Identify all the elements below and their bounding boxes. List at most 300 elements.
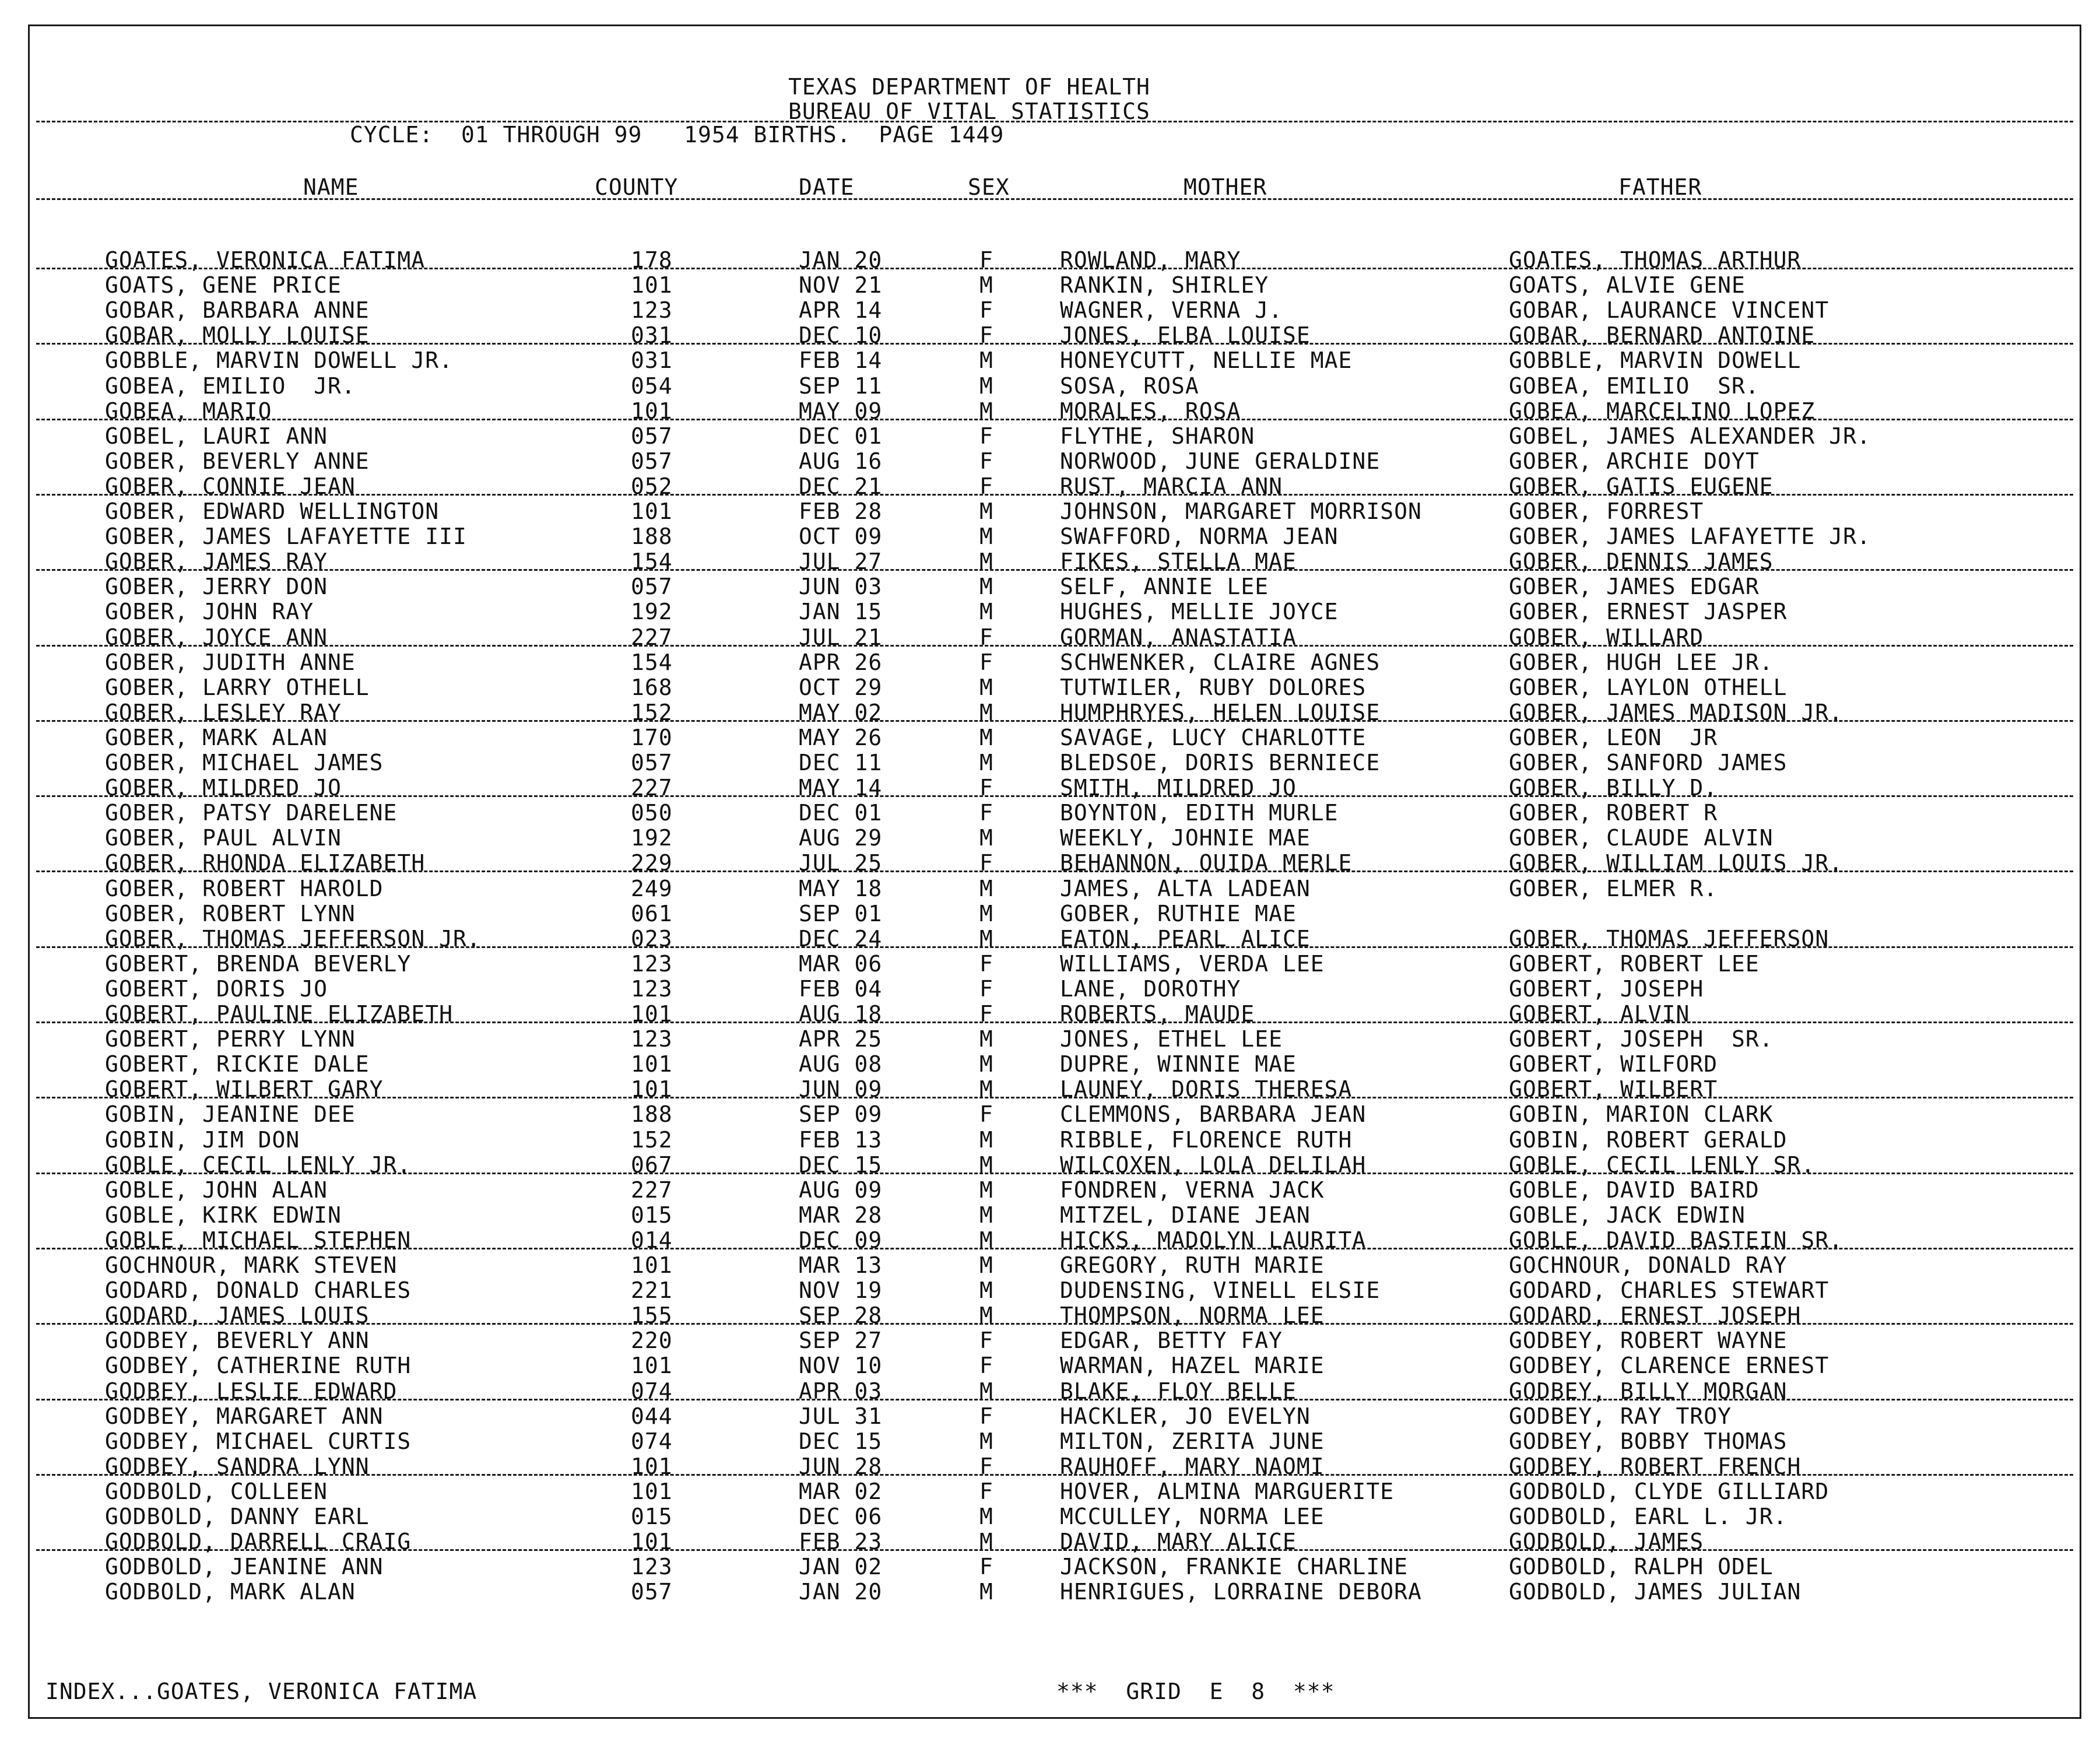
cell-county: 101 <box>631 1353 673 1379</box>
cell-mother: HICKS, MADOLYN LAURITA <box>1060 1227 1367 1253</box>
cell-county: 249 <box>631 875 673 901</box>
cell-mother: BOYNTON, EDITH MURLE <box>1060 800 1339 826</box>
cell-date: SEP 27 <box>799 1328 883 1354</box>
cell-sex: F <box>979 297 993 324</box>
column-header-date: DATE <box>799 174 855 200</box>
cell-date: AUG 08 <box>799 1051 883 1077</box>
cell-sex: M <box>979 1227 993 1253</box>
table-row <box>0 524 2100 549</box>
cell-mother: HOVER, ALMINA MARGUERITE <box>1060 1478 1395 1504</box>
cell-name: GOBER, MARK ALAN <box>105 724 328 750</box>
table-row <box>0 1579 2100 1605</box>
cell-sex: M <box>979 1252 993 1278</box>
cell-father: GOBER, WILLARD <box>1509 624 1704 650</box>
cell-county: 074 <box>631 1378 673 1404</box>
cell-county: 152 <box>631 699 673 725</box>
cell-county: 227 <box>631 1177 673 1203</box>
cell-mother: FIKES, STELLA MAE <box>1060 549 1297 575</box>
cell-date: DEC 01 <box>799 423 883 449</box>
cell-name: GOBER, MICHAEL JAMES <box>105 750 384 775</box>
cell-father: GOATS, ALVIE GENE <box>1509 272 1746 299</box>
table-row <box>0 1353 2100 1378</box>
row-group-rule <box>36 1474 2073 1476</box>
cell-father: GOBER, JAMES MADISON JR. <box>1509 699 1843 725</box>
cell-father: GOBER, BILLY D. <box>1509 775 1718 801</box>
cell-name: GOCHNOUR, MARK STEVEN <box>105 1252 398 1278</box>
table-row <box>0 876 2100 901</box>
cell-county: 052 <box>631 473 673 499</box>
row-group-rule <box>36 720 2073 722</box>
cell-date: JUL 31 <box>799 1403 883 1429</box>
cell-father: GODBEY, BOBBY THOMAS <box>1509 1428 1788 1454</box>
cell-father: GODARD, ERNEST JOSEPH <box>1509 1303 1801 1329</box>
cell-sex: M <box>979 1202 993 1228</box>
table-row <box>0 1404 2100 1429</box>
cell-county: 192 <box>631 825 673 851</box>
cell-mother: MILTON, ZERITA JUNE <box>1060 1428 1325 1454</box>
cell-county: 220 <box>631 1328 673 1354</box>
header-bureau: BUREAU OF VITAL STATISTICS <box>788 99 1150 124</box>
cell-sex: M <box>979 524 993 550</box>
cell-date: MAY 14 <box>799 775 883 801</box>
cell-sex: M <box>979 1076 993 1103</box>
cell-county: 057 <box>631 423 673 449</box>
cell-date: SEP 01 <box>799 900 883 926</box>
cell-county: 101 <box>631 499 673 524</box>
table-row <box>0 675 2100 700</box>
cell-name: GOBERT, WILBERT GARY <box>105 1076 384 1103</box>
cell-father: GOBER, ARCHIE DOYT <box>1509 448 1760 474</box>
cell-mother: MITZEL, DIANE JEAN <box>1060 1202 1311 1228</box>
cell-sex: M <box>979 1579 993 1605</box>
cell-mother: WILCOXEN, LOLA DELILAH <box>1060 1152 1367 1178</box>
table-row <box>0 725 2100 750</box>
cell-sex: M <box>979 1152 993 1178</box>
row-group-rule <box>36 268 2073 269</box>
cell-date: FEB 13 <box>799 1126 883 1153</box>
table-row <box>0 1278 2100 1303</box>
cell-name: GOBER, RHONDA ELIZABETH <box>105 850 426 876</box>
cell-name: GOBLE, KIRK EDWIN <box>105 1202 342 1228</box>
cell-mother: ROWLAND, MARY <box>1060 247 1241 273</box>
cell-name: GOBAR, BARBARA ANNE <box>105 297 370 324</box>
cell-county: 227 <box>631 624 673 650</box>
cell-date: NOV 21 <box>799 272 883 299</box>
footer-index: INDEX...GOATES, VERONICA FATIMA <box>45 1679 477 1704</box>
cell-sex: M <box>979 1026 993 1052</box>
cell-mother: HONEYCUTT, NELLIE MAE <box>1060 348 1353 374</box>
cell-name: GODBEY, MICHAEL CURTIS <box>105 1428 412 1454</box>
cell-date: JAN 02 <box>799 1554 883 1580</box>
cell-sex: F <box>979 624 993 650</box>
cell-date: FEB 28 <box>799 499 883 524</box>
cell-name: GODARD, JAMES LOUIS <box>105 1303 370 1329</box>
cell-mother: BEHANNON, OUIDA MERLE <box>1060 850 1353 876</box>
cell-date: AUG 18 <box>799 1001 883 1027</box>
footer-grid-label: *** GRID E 8 *** <box>1056 1679 1335 1704</box>
cell-father: GODBEY, BILLY MORGAN <box>1509 1378 1788 1404</box>
table-row <box>0 298 2100 323</box>
cell-mother: FONDREN, VERNA JACK <box>1060 1177 1325 1203</box>
cell-sex: F <box>979 850 993 876</box>
cell-father: GOBER, ELMER R. <box>1509 875 1718 901</box>
cell-sex: M <box>979 348 993 374</box>
cell-date: APR 03 <box>799 1378 883 1404</box>
cell-father: GODBEY, RAY TROY <box>1509 1403 1732 1429</box>
header-rule <box>36 121 2073 122</box>
table-row <box>0 273 2100 298</box>
cell-county: 178 <box>631 247 673 273</box>
cell-county: 031 <box>631 348 673 374</box>
cell-mother: HENRIGUES, LORRAINE DEBORA <box>1060 1579 1422 1605</box>
cell-date: MAY 26 <box>799 724 883 750</box>
cell-date: DEC 11 <box>799 750 883 775</box>
table-row <box>0 826 2100 851</box>
cell-date: DEC 09 <box>799 1227 883 1253</box>
cell-county: 188 <box>631 524 673 550</box>
cell-county: 015 <box>631 1202 673 1228</box>
cell-county: 101 <box>631 1478 673 1504</box>
cell-county: 101 <box>631 398 673 424</box>
row-group-rule <box>36 645 2073 647</box>
cell-name: GOATES, VERONICA FATIMA <box>105 247 426 273</box>
cell-name: GOBER, THOMAS JEFFERSON JR. <box>105 925 481 952</box>
cell-mother: JONES, ETHEL LEE <box>1060 1026 1283 1052</box>
table-row <box>0 801 2100 826</box>
cell-county: 155 <box>631 1303 673 1329</box>
cell-name: GODBEY, MARGARET ANN <box>105 1403 384 1429</box>
cell-father: GODBOLD, EARL L. JR. <box>1509 1504 1788 1529</box>
cell-date: JUL 27 <box>799 549 883 575</box>
cell-name: GODBEY, SANDRA LYNN <box>105 1453 370 1479</box>
cell-county: 101 <box>631 1076 673 1103</box>
cell-name: GODARD, DONALD CHARLES <box>105 1277 412 1304</box>
table-row <box>0 374 2100 399</box>
cell-sex: F <box>979 649 993 675</box>
cell-sex: M <box>979 1177 993 1203</box>
cell-mother: SELF, ANNIE LEE <box>1060 574 1269 600</box>
cell-date: MAR 13 <box>799 1252 883 1278</box>
cell-mother: BLEDSOE, DORIS BERNIECE <box>1060 750 1381 775</box>
cell-father: GOBEL, JAMES ALEXANDER JR. <box>1509 423 1871 449</box>
row-group-rule <box>36 419 2073 420</box>
cell-mother: JACKSON, FRANKIE CHARLINE <box>1060 1554 1408 1580</box>
cell-county: 054 <box>631 373 673 399</box>
cell-name: GOBERT, PAULINE ELIZABETH <box>105 1001 453 1027</box>
cell-county: 061 <box>631 900 673 926</box>
cell-father: GOBEA, EMILIO SR. <box>1509 373 1760 399</box>
table-row <box>0 952 2100 977</box>
cell-county: 057 <box>631 574 673 600</box>
cell-sex: M <box>979 1051 993 1077</box>
cell-date: MAR 02 <box>799 1478 883 1504</box>
header-agency: TEXAS DEPARTMENT OF HEALTH <box>788 74 1150 100</box>
cell-father: GOBER, ROBERT R <box>1509 800 1718 826</box>
cell-father: GODBEY, ROBERT WAYNE <box>1509 1328 1788 1354</box>
cell-name: GOBERT, PERRY LYNN <box>105 1026 356 1052</box>
table-row <box>0 574 2100 599</box>
table-row <box>0 1027 2100 1052</box>
row-group-rule <box>36 1549 2073 1551</box>
cell-sex: M <box>979 373 993 399</box>
cell-sex: M <box>979 549 993 575</box>
cell-mother: HUMPHRYES, HELEN LOUISE <box>1060 699 1381 725</box>
cell-mother: HACKLER, JO EVELYN <box>1060 1403 1311 1429</box>
cell-county: 123 <box>631 975 673 1002</box>
cell-sex: F <box>979 975 993 1002</box>
cell-name: GOBER, EDWARD WELLINGTON <box>105 499 440 524</box>
cell-date: SEP 09 <box>799 1101 883 1128</box>
cell-sex: F <box>979 950 993 977</box>
cell-name: GOBLE, CECIL LENLY JR. <box>105 1152 412 1178</box>
cell-date: JUN 09 <box>799 1076 883 1103</box>
cell-father: GOBER, GATIS EUGENE <box>1509 473 1774 499</box>
table-row <box>0 1052 2100 1077</box>
cell-name: GODBOLD, MARK ALAN <box>105 1579 356 1605</box>
cell-sex: M <box>979 1378 993 1404</box>
cell-county: 101 <box>631 1529 673 1555</box>
cell-sex: M <box>979 699 993 725</box>
cell-county: 101 <box>631 1001 673 1027</box>
cell-name: GOBER, JUDITH ANNE <box>105 649 356 675</box>
row-group-rule <box>36 795 2073 797</box>
cell-county: 168 <box>631 674 673 700</box>
cell-mother: LAUNEY, DORIS THERESA <box>1060 1076 1353 1103</box>
cell-name: GOBLE, JOHN ALAN <box>105 1177 328 1203</box>
cell-mother: CLEMMONS, BARBARA JEAN <box>1060 1101 1367 1128</box>
cell-name: GOBER, JOHN RAY <box>105 599 314 625</box>
cell-mother: WAGNER, VERNA J. <box>1060 297 1283 324</box>
cell-name: GOBER, JAMES RAY <box>105 549 328 575</box>
cell-name: GOBER, ROBERT LYNN <box>105 900 356 926</box>
cell-sex: M <box>979 272 993 299</box>
column-header-county: COUNTY <box>595 174 679 200</box>
cell-date: DEC 10 <box>799 322 883 349</box>
cell-sex: F <box>979 1403 993 1429</box>
cell-sex: M <box>979 925 993 952</box>
cell-sex: F <box>979 247 993 273</box>
cell-father: GOBLE, JACK EDWIN <box>1509 1202 1746 1228</box>
cell-mother: SMITH, MILDRED JO <box>1060 775 1297 801</box>
cell-mother: BLAKE, FLOY BELLE <box>1060 1378 1297 1404</box>
cell-name: GOBIN, JIM DON <box>105 1126 300 1153</box>
table-row <box>0 599 2100 624</box>
cell-father: GOBER, WILLIAM LOUIS JR. <box>1509 850 1843 876</box>
cell-sex: F <box>979 1001 993 1027</box>
table-row <box>0 1504 2100 1529</box>
cell-mother: LANE, DOROTHY <box>1060 975 1241 1002</box>
cell-name: GOBLE, MICHAEL STEPHEN <box>105 1227 412 1253</box>
cell-county: 057 <box>631 448 673 474</box>
cell-mother: SCHWENKER, CLAIRE AGNES <box>1060 649 1381 675</box>
header-cycle: CYCLE: 01 THROUGH 99 1954 BIRTHS. PAGE 1449 <box>350 122 1005 148</box>
cell-county: 023 <box>631 925 673 952</box>
cell-mother: WILLIAMS, VERDA LEE <box>1060 950 1325 977</box>
cell-sex: F <box>979 1453 993 1479</box>
cell-father: GOBER, JAMES EDGAR <box>1509 574 1760 600</box>
cell-date: AUG 09 <box>799 1177 883 1203</box>
cell-name: GOBER, PATSY DARELENE <box>105 800 398 826</box>
cell-name: GOBER, MILDRED JO <box>105 775 342 801</box>
cell-name: GODBOLD, DARRELL CRAIG <box>105 1529 412 1555</box>
cell-name: GODBEY, LESLIE EDWARD <box>105 1378 398 1404</box>
table-row <box>0 1203 2100 1228</box>
cell-sex: F <box>979 800 993 826</box>
cell-sex: M <box>979 825 993 851</box>
cell-date: DEC 15 <box>799 1428 883 1454</box>
cell-date: JAN 15 <box>799 599 883 625</box>
cell-father: GOBER, CLAUDE ALVIN <box>1509 825 1774 851</box>
table-row <box>0 499 2100 524</box>
cell-date: DEC 21 <box>799 473 883 499</box>
cell-father: GOBER, LAYLON OTHELL <box>1509 674 1788 700</box>
cell-name: GOBIN, JEANINE DEE <box>105 1101 356 1128</box>
cell-father: GOBERT, JOSEPH <box>1509 975 1704 1002</box>
cell-sex: M <box>979 1303 993 1329</box>
cell-date: AUG 29 <box>799 825 883 851</box>
cell-mother: SWAFFORD, NORMA JEAN <box>1060 524 1339 550</box>
cell-county: 170 <box>631 724 673 750</box>
cell-sex: F <box>979 1554 993 1580</box>
cell-father: GOBIN, MARION CLARK <box>1509 1101 1774 1128</box>
cell-father: GOBER, SANFORD JAMES <box>1509 750 1788 775</box>
cell-mother: DAVID, MARY ALICE <box>1060 1529 1297 1555</box>
cell-father: GOBERT, ALVIN <box>1509 1001 1690 1027</box>
cell-sex: M <box>979 1529 993 1555</box>
cell-father: GOATES, THOMAS ARTHUR <box>1509 247 1801 273</box>
cell-date: NOV 19 <box>799 1277 883 1304</box>
cell-date: FEB 23 <box>799 1529 883 1555</box>
cell-date: JUN 28 <box>799 1453 883 1479</box>
cell-name: GOBEA, EMILIO JR. <box>105 373 356 399</box>
cell-father: GOBAR, BERNARD ANTOINE <box>1509 322 1815 349</box>
cell-name: GOBEL, LAURI ANN <box>105 423 328 449</box>
cell-county: 188 <box>631 1101 673 1128</box>
cell-name: GODBEY, BEVERLY ANN <box>105 1328 370 1354</box>
column-header-rule <box>36 198 2073 200</box>
cell-mother: JONES, ELBA LOUISE <box>1060 322 1311 349</box>
cell-date: AUG 16 <box>799 448 883 474</box>
cell-mother: NORWOOD, JUNE GERALDINE <box>1060 448 1381 474</box>
cell-father: GOBIN, ROBERT GERALD <box>1509 1126 1788 1153</box>
cell-county: 067 <box>631 1152 673 1178</box>
cell-mother: EDGAR, BETTY FAY <box>1060 1328 1283 1354</box>
cell-county: 044 <box>631 1403 673 1429</box>
cell-father: GOBER, ERNEST JASPER <box>1509 599 1788 625</box>
cell-date: DEC 15 <box>799 1152 883 1178</box>
cell-name: GODBEY, CATHERINE RUTH <box>105 1353 412 1379</box>
cell-county: 031 <box>631 322 673 349</box>
cell-father: GODBOLD, CLYDE GILLIARD <box>1509 1478 1829 1504</box>
cell-county: 227 <box>631 775 673 801</box>
column-header-name: NAME <box>303 174 359 200</box>
cell-sex: F <box>979 775 993 801</box>
cell-father: GOBLE, DAVID BAIRD <box>1509 1177 1760 1203</box>
cell-county: 123 <box>631 297 673 324</box>
cell-mother: MCCULLEY, NORMA LEE <box>1060 1504 1325 1529</box>
table-row <box>0 650 2100 675</box>
cell-date: APR 14 <box>799 297 883 324</box>
row-group-rule <box>36 1323 2073 1325</box>
cell-sex: F <box>979 1328 993 1354</box>
cell-name: GOBEA, MARIO <box>105 398 272 424</box>
cell-county: 014 <box>631 1227 673 1253</box>
cell-father: GOBEA, MARCELINO LOPEZ <box>1509 398 1815 424</box>
cell-mother: RANKIN, SHIRLEY <box>1060 272 1269 299</box>
cell-name: GOBERT, DORIS JO <box>105 975 328 1002</box>
cell-name: GODBOLD, DANNY EARL <box>105 1504 370 1529</box>
cell-mother: FLYTHE, SHARON <box>1060 423 1255 449</box>
cell-mother: TUTWILER, RUBY DOLORES <box>1060 674 1367 700</box>
cell-sex: M <box>979 674 993 700</box>
cell-mother: DUPRE, WINNIE MAE <box>1060 1051 1297 1077</box>
cell-mother: GREGORY, RUTH MARIE <box>1060 1252 1325 1278</box>
table-row <box>0 449 2100 474</box>
cell-mother: SAVAGE, LUCY CHARLOTTE <box>1060 724 1367 750</box>
cell-date: APR 25 <box>799 1026 883 1052</box>
cell-mother: WARMAN, HAZEL MARIE <box>1060 1353 1325 1379</box>
cell-county: 057 <box>631 750 673 775</box>
cell-county: 152 <box>631 1126 673 1153</box>
cell-county: 229 <box>631 850 673 876</box>
cell-county: 101 <box>631 272 673 299</box>
cell-date: DEC 06 <box>799 1504 883 1529</box>
cell-county: 123 <box>631 1026 673 1052</box>
cell-sex: F <box>979 473 993 499</box>
cell-sex: F <box>979 322 993 349</box>
cell-sex: M <box>979 900 993 926</box>
cell-father: GOBER, DENNIS JAMES <box>1509 549 1774 575</box>
cell-father: GODBOLD, JAMES JULIAN <box>1509 1579 1801 1605</box>
cell-father: GODBEY, ROBERT FRENCH <box>1509 1453 1801 1479</box>
cell-name: GOBER, PAUL ALVIN <box>105 825 342 851</box>
cell-date: APR 26 <box>799 649 883 675</box>
cell-sex: M <box>979 499 993 524</box>
table-row <box>0 1479 2100 1504</box>
column-header-father: FATHER <box>1618 174 1702 200</box>
cell-name: GOBER, CONNIE JEAN <box>105 473 356 499</box>
cell-county: 192 <box>631 599 673 625</box>
cell-date: JAN 20 <box>799 247 883 273</box>
cell-date: OCT 29 <box>799 674 883 700</box>
table-row <box>0 1178 2100 1203</box>
cell-name: GOBER, JOYCE ANN <box>105 624 328 650</box>
cell-mother: JAMES, ALTA LADEAN <box>1060 875 1311 901</box>
cell-county: 154 <box>631 649 673 675</box>
cell-mother: ROBERTS, MAUDE <box>1060 1001 1255 1027</box>
row-group-rule <box>36 1097 2073 1098</box>
cell-date: MAY 09 <box>799 398 883 424</box>
table-row <box>0 424 2100 449</box>
cell-date: JUL 21 <box>799 624 883 650</box>
cell-county: 123 <box>631 950 673 977</box>
table-row <box>0 1429 2100 1454</box>
cell-sex: F <box>979 423 993 449</box>
cell-sex: M <box>979 724 993 750</box>
cell-mother: GORMAN, ANASTATIA <box>1060 624 1297 650</box>
row-group-rule <box>36 946 2073 948</box>
cell-sex: M <box>979 875 993 901</box>
cell-sex: M <box>979 1504 993 1529</box>
cell-mother: THOMPSON, NORMA LEE <box>1060 1303 1325 1329</box>
cell-county: 057 <box>631 1579 673 1605</box>
cell-date: MAR 28 <box>799 1202 883 1228</box>
cell-mother: EATON, PEARL ALICE <box>1060 925 1311 952</box>
cell-date: MAR 06 <box>799 950 883 977</box>
cell-father: GOBERT, WILBERT <box>1509 1076 1718 1103</box>
cell-name: GODBOLD, COLLEEN <box>105 1478 328 1504</box>
cell-name: GOBER, JERRY DON <box>105 574 328 600</box>
